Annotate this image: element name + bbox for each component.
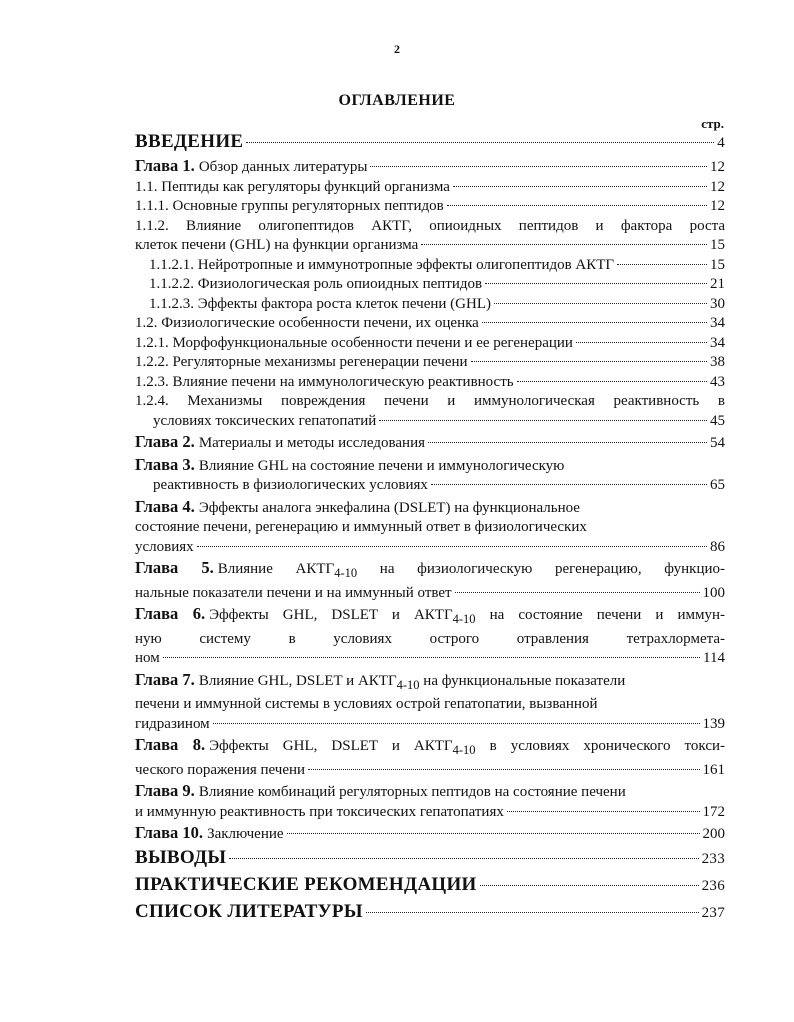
toc-entry-page: 100 — [702, 584, 725, 601]
toc-entry-title-line: в условиях хронического токси- — [475, 738, 725, 754]
subscript: 4-10 — [396, 677, 420, 692]
toc-entry-1-2-3[interactable] — [135, 373, 725, 393]
toc-entry-title-line: клеток печени (GHL) на функции организма — [135, 237, 419, 253]
toc-entry-intro[interactable] — [135, 129, 725, 156]
dot-leader — [507, 811, 700, 812]
dot-leader — [455, 592, 700, 593]
toc-entry-title-line: на физиологическую регенерацию, функцио- — [357, 561, 725, 577]
toc-entry-page: 233 — [701, 850, 725, 867]
toc-entry-1-1-2-2[interactable] — [135, 275, 725, 295]
toc-entry-references[interactable] — [135, 899, 725, 926]
toc-entry-title: 1.1.1. Основные группы регуляторных пептидов — [135, 198, 444, 214]
toc-entry-title-line: Эффекты GHL, DSLET и АКТГ — [209, 607, 453, 623]
toc-entry-page: 139 — [702, 715, 725, 732]
subscript: 4-10 — [334, 566, 358, 580]
toc-entry-page: 65 — [710, 477, 725, 493]
dot-leader — [366, 912, 699, 913]
chapter-number: Глава 6. — [135, 604, 206, 623]
dot-leader — [576, 342, 707, 343]
toc-entry-title-line: реактивность в физиологических условиях — [153, 477, 428, 493]
dot-leader — [485, 283, 707, 284]
toc-entry-page: 114 — [703, 650, 725, 666]
dot-leader — [480, 885, 699, 886]
toc-entry-page: 12 — [710, 198, 725, 214]
chapter-number: Глава 7. — [135, 669, 195, 689]
toc-entry-title: 1.1.2.2. Физиологическая роль опиоидных пептидов — [149, 276, 483, 292]
toc-entry-title: 1.2.3. Влияние печени на иммунологическую реактивность — [135, 373, 514, 390]
toc-entry-page: 30 — [710, 295, 725, 312]
dot-leader — [431, 484, 707, 485]
toc-entry-page: 172 — [702, 803, 725, 820]
dot-leader — [421, 244, 707, 245]
toc-entry-chapter-2[interactable] — [135, 432, 725, 454]
toc-entry-chapter-9[interactable] — [135, 781, 725, 822]
table-of-contents — [135, 129, 725, 926]
dot-leader — [494, 303, 707, 304]
toc-entry-title: СПИСОК ЛИТЕРАТУРЫ — [135, 900, 363, 922]
page-title: ОГЛАВЛЕНИЕ — [338, 92, 456, 109]
toc-entry-title-line: Эффекты аналога энкефалина (DSLET) на функциональное — [198, 499, 580, 516]
chapter-number: Глава 5. — [135, 558, 214, 577]
toc-entry-1-1-1[interactable] — [135, 197, 725, 217]
toc-entry-title-line: 1.2.4. Механизмы повреждения печени и иммунологическая реактивность в — [135, 393, 725, 409]
dot-leader — [482, 322, 707, 323]
dot-leader — [213, 723, 700, 724]
dot-leader — [517, 381, 707, 382]
dot-leader — [428, 442, 707, 443]
dot-leader — [197, 546, 707, 547]
dot-leader — [308, 769, 699, 770]
toc-entry-chapter-1[interactable] — [135, 156, 725, 178]
toc-entry-1-1-2-3[interactable] — [135, 295, 725, 315]
toc-entry-title: 1.1.2.1. Нейротропные и иммунотропные эффекты олигопептидов АКТГ — [149, 256, 615, 273]
toc-entry-title-line: условиях — [135, 538, 194, 555]
page-number: 2 — [394, 42, 400, 56]
toc-entry-page: 43 — [710, 373, 725, 390]
toc-entry-title: Заключение — [207, 826, 284, 842]
toc-entry-chapter-10[interactable] — [135, 823, 725, 845]
toc-entry-title-line: Эффекты GHL, DSLET и АКТГ — [209, 738, 453, 754]
chapter-number: Глава 9. — [135, 781, 195, 800]
toc-entry-page: 12 — [710, 159, 725, 175]
toc-entry-1-1[interactable] — [135, 178, 725, 198]
toc-entry-page: 4 — [717, 135, 725, 151]
toc-entry-title-line: ную систему в условиях острого отравления тетрахлормета- — [135, 630, 725, 647]
toc-entry-title: Материалы и методы исследования — [198, 435, 425, 451]
toc-entry-1-2-1[interactable] — [135, 334, 725, 354]
toc-entry-title-line: Влияние комбинаций регуляторных пептидов на состояние печени — [198, 784, 626, 800]
chapter-number: Глава 2. — [135, 432, 195, 451]
toc-entry-page: 38 — [710, 354, 725, 370]
toc-entry-chapter-5[interactable] — [135, 558, 725, 603]
dot-leader — [163, 657, 700, 658]
toc-entry-conclusions[interactable] — [135, 845, 725, 872]
toc-entry-chapter-7[interactable] — [135, 670, 725, 735]
toc-entry-1-2-2[interactable] — [135, 353, 725, 373]
toc-entry-page: 237 — [701, 904, 725, 921]
toc-entry-page: 45 — [710, 412, 725, 429]
toc-entry-title-line: условиях токсических гепатопатий — [153, 412, 377, 429]
toc-entry-1-2[interactable] — [135, 314, 725, 334]
toc-entry-title-line: ном — [135, 650, 160, 666]
toc-entry-page: 86 — [710, 538, 725, 555]
chapter-number: Глава 10. — [135, 823, 204, 842]
toc-entry-title: ВВЕДЕНИЕ — [135, 131, 244, 152]
toc-entry-title: 1.1.2.3. Эффекты фактора роста клеток печени (GHL) — [149, 295, 492, 312]
toc-entry-title-line: состояние печени, регенерацию и иммунный ответ в физиологических — [135, 519, 587, 535]
toc-entry-title-line: на состояние печени и иммун- — [475, 607, 725, 623]
toc-entry-title: Обзор данных литературы — [198, 159, 368, 175]
toc-entry-page: 34 — [710, 315, 725, 331]
toc-entry-title: ВЫВОДЫ — [135, 846, 227, 868]
toc-entry-page: 200 — [702, 826, 725, 842]
toc-entry-title: 1.1. Пептиды как регуляторы функций организма — [135, 178, 450, 195]
toc-entry-1-1-2[interactable] — [135, 217, 725, 256]
toc-entry-title: 1.2. Физиологические особенности печени, их оценка — [135, 315, 479, 331]
toc-entry-page: 15 — [710, 237, 725, 253]
toc-entry-1-1-2-1[interactable] — [135, 256, 725, 276]
toc-entry-1-2-4[interactable] — [135, 392, 725, 431]
chapter-number: Глава 1. — [135, 156, 195, 175]
toc-entry-page: 161 — [702, 761, 725, 778]
chapter-number: Глава 4. — [135, 496, 195, 516]
chapter-number: Глава 8. — [135, 735, 206, 754]
toc-entry-title-line: ческого поражения печени — [135, 761, 306, 778]
dot-leader — [379, 420, 707, 421]
toc-entry-title-line: Влияние GHL на состояние печени и иммунологическую — [198, 457, 565, 474]
toc-entry-chapter-6[interactable] — [135, 604, 725, 669]
dot-leader — [447, 205, 707, 206]
dot-leader — [471, 361, 707, 362]
toc-entry-title: 1.2.1. Морфофункциональные особенности печени и ее регенерации — [135, 334, 573, 351]
subscript: 4-10 — [452, 612, 476, 626]
toc-entry-page: 236 — [701, 877, 725, 894]
toc-entry-page: 34 — [710, 334, 725, 351]
toc-entry-chapter-4[interactable] — [135, 497, 725, 558]
toc-entry-page: 15 — [710, 256, 725, 273]
toc-entry-recommendations[interactable] — [135, 872, 725, 899]
toc-entry-page: 21 — [710, 276, 725, 292]
toc-entry-chapter-3[interactable] — [135, 455, 725, 496]
toc-entry-title-line: Влияние АКТГ — [217, 561, 335, 577]
chapter-number: Глава 3. — [135, 454, 195, 474]
toc-entry-title-line: гидразином — [135, 715, 210, 732]
dot-leader — [287, 833, 700, 834]
dot-leader — [229, 858, 698, 859]
toc-entry-title-line: Влияние GHL, DSLET и АКТГ — [198, 672, 397, 689]
dot-leader — [617, 264, 707, 265]
toc-entry-title-line: печени и иммунной системы в условиях острой гепатопатии, вызванной — [135, 696, 598, 712]
toc-entry-title-line: нальные показатели печени и на иммунный ответ — [135, 584, 452, 601]
toc-entry-title-line: на функциональные показатели — [419, 672, 626, 689]
toc-entry-page: 12 — [710, 178, 725, 195]
dot-leader — [246, 142, 714, 143]
toc-entry-chapter-8[interactable] — [135, 735, 725, 780]
page-column-label: стр. — [701, 116, 724, 131]
subscript: 4-10 — [452, 743, 476, 757]
toc-entry-title-line: и иммунную реактивность при токсических гепатопатиях — [135, 803, 504, 820]
dot-leader — [453, 186, 707, 187]
toc-entry-title: 1.2.2. Регуляторные механизмы регенерации печени — [135, 354, 468, 370]
toc-entry-title: ПРАКТИЧЕСКИЕ РЕКОМЕНДАЦИИ — [135, 873, 477, 895]
toc-entry-page: 54 — [710, 435, 725, 451]
dot-leader — [370, 166, 707, 167]
toc-entry-title-line: 1.1.2. Влияние олигопептидов АКТГ, опиоидных пептидов и фактора роста — [135, 217, 725, 234]
